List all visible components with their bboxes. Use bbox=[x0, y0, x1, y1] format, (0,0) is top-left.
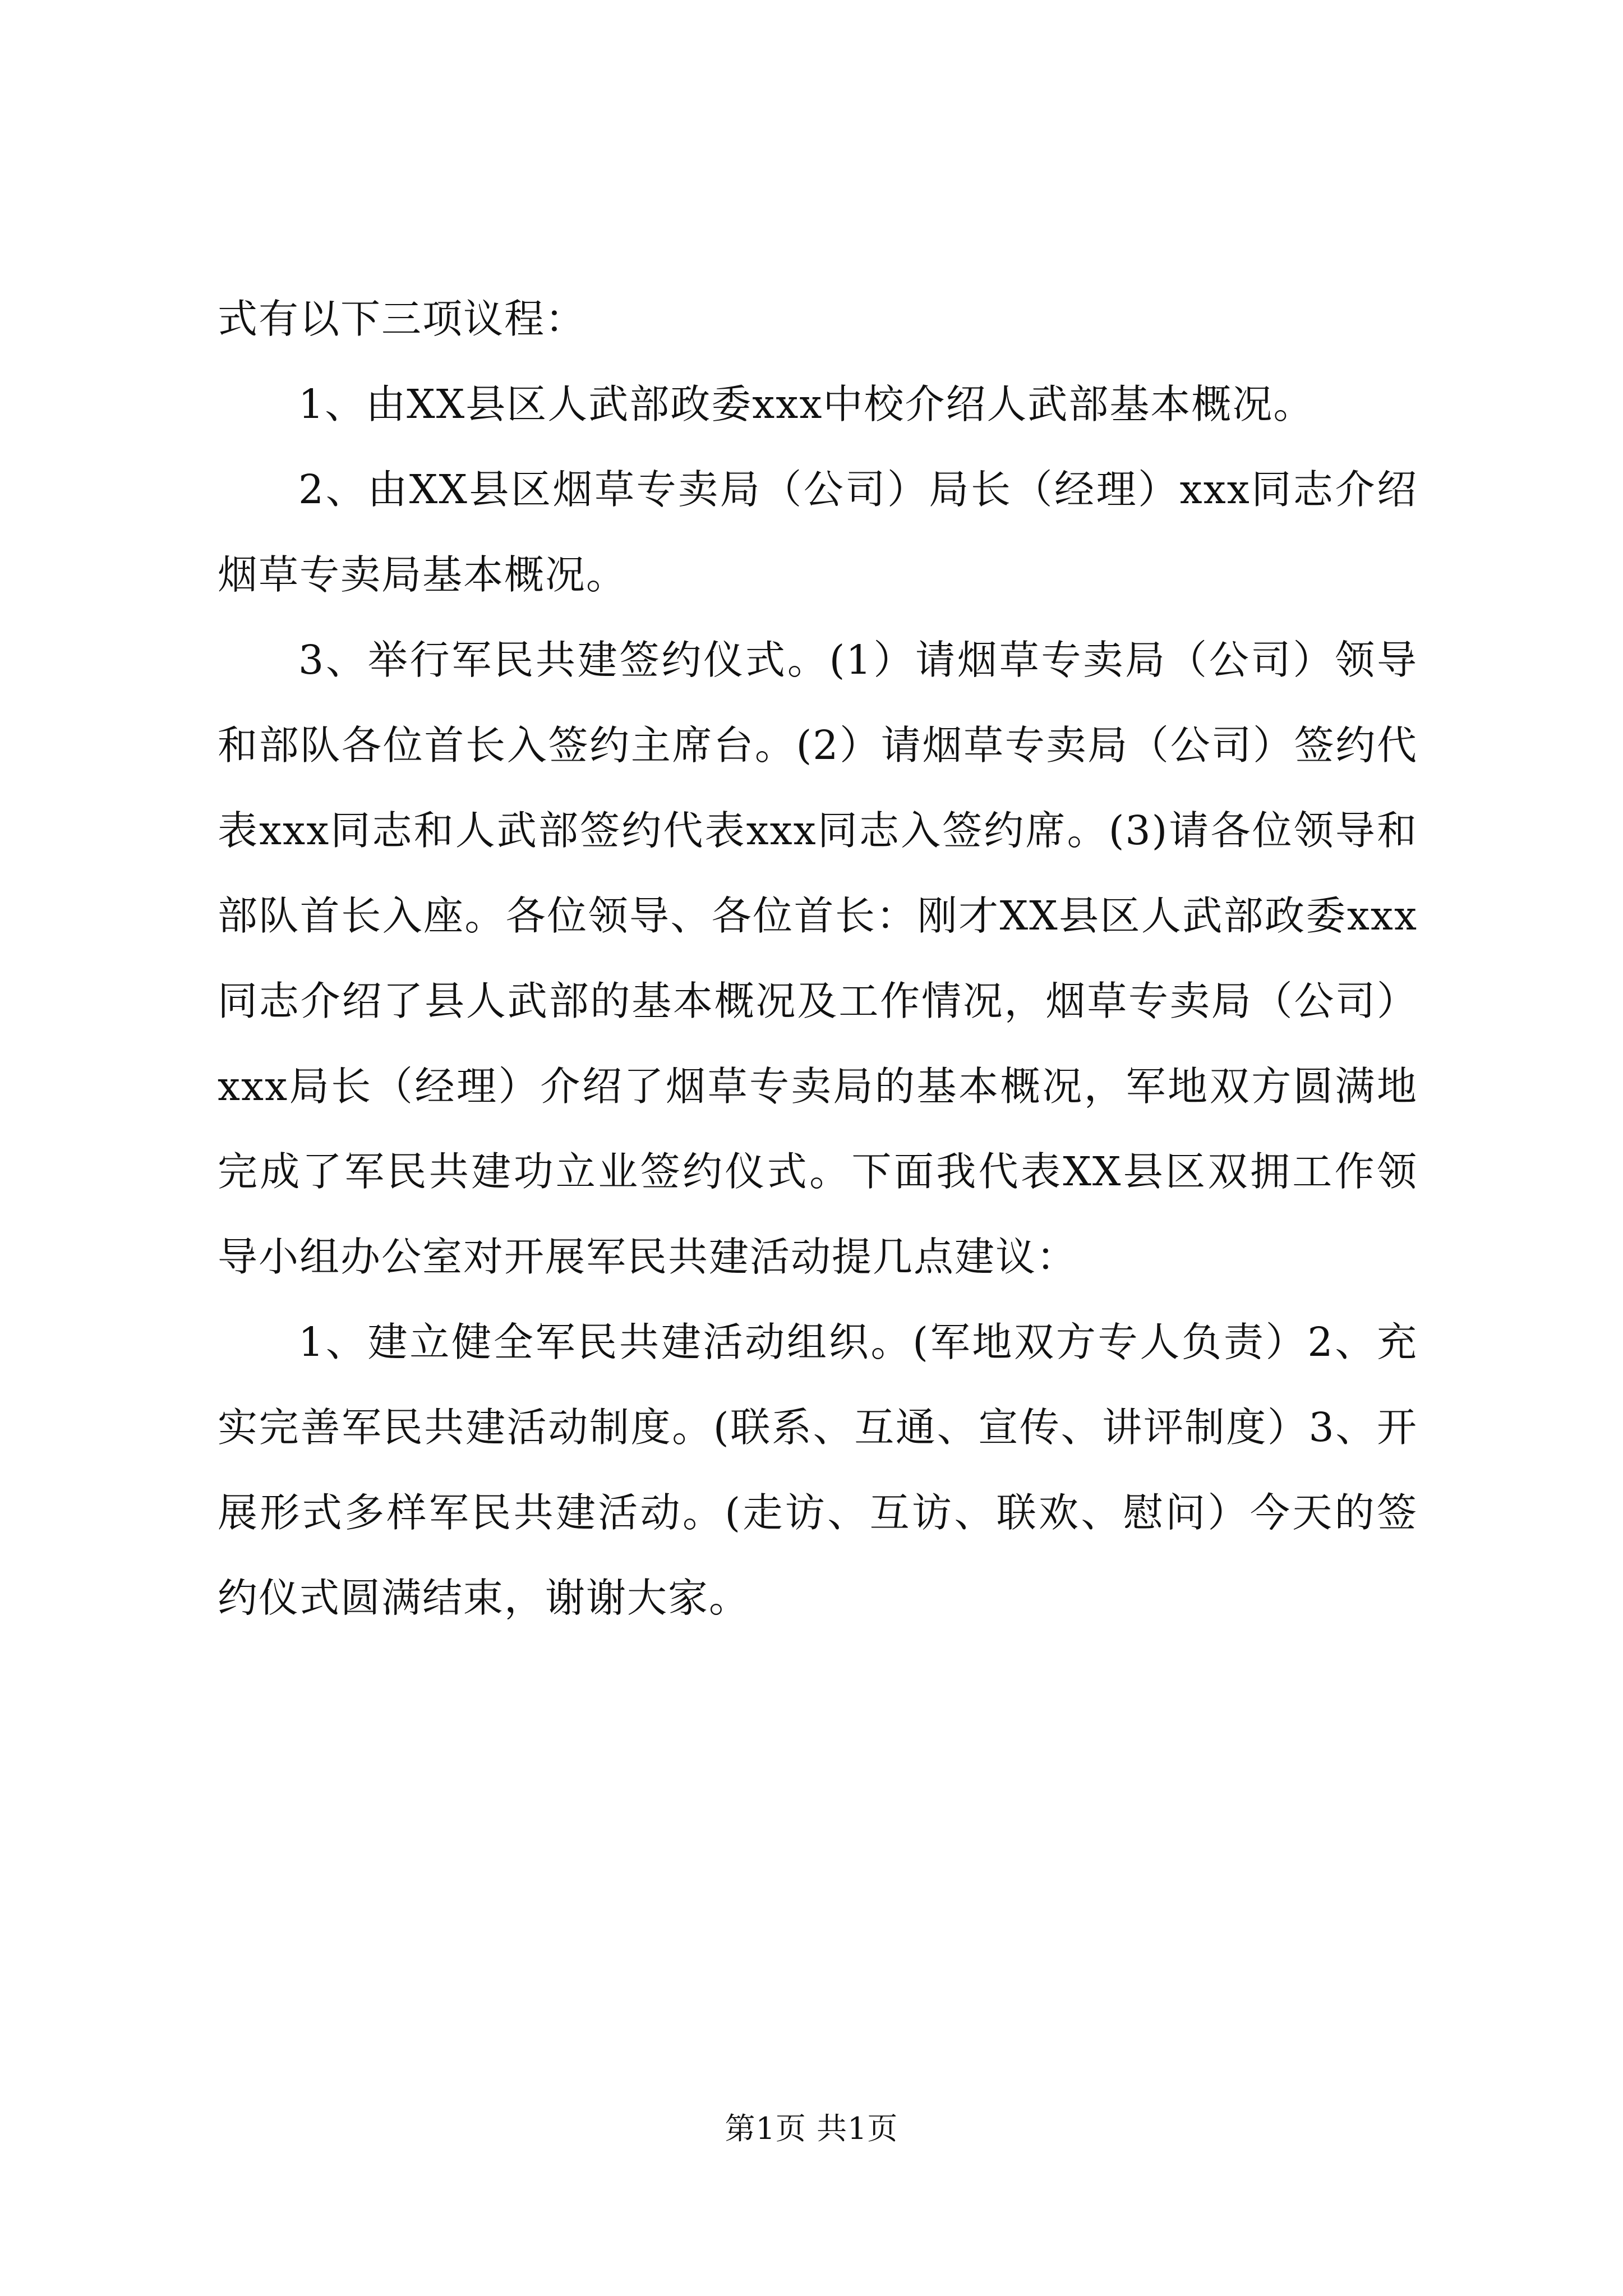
paragraph-agenda-intro: 式有以下三项议程： bbox=[218, 296, 587, 342]
document-body bbox=[218, 277, 1418, 1641]
paragraph-suggestions: 1、建立健全军民共建活动组织。(军地双方专人负责）2、充实完善军民共建活动制度。(联系、互通、宣传、讲评制度）3、开展形式多样军民共建活动。(走访、互访、联欢、慰问）今天的签约仪式圆满结束，谢谢大家。 bbox=[218, 1319, 1418, 1621]
page-number-footer: 第1页 共1页 bbox=[725, 2111, 898, 2146]
paragraph-agenda-item-3: 3、举行军民共建签约仪式。(1）请烟草专卖局（公司）领导和部队各位首长入签约主席台。(2）请烟草专卖局（公司）签约代表xxx同志和人武部签约代表xxx同志入签约席。(3)请各位领导和部队首长入座。各位领导、各位首长：刚才XX县区人武部政委xxx同志介绍了县人武部的基本概况及工作情况，烟草专卖局（公司）xxx局长（经理）介绍了烟草专卖局的基本概况，军地双方圆满地完成了军民共建功立业签约仪式。下面我代表XX县区双拥工作领导小组办公室对开展军民共建活动提几点建议： bbox=[218, 637, 1418, 1280]
paragraph-agenda-item-2: 2、由XX县区烟草专卖局（公司）局长（经理）xxx同志介绍烟草专卖局基本概况。 bbox=[218, 466, 1418, 598]
paragraph-agenda-item-1: 1、由XX县区人武部政委xxx中校介绍人武部基本概况。 bbox=[298, 381, 1315, 427]
